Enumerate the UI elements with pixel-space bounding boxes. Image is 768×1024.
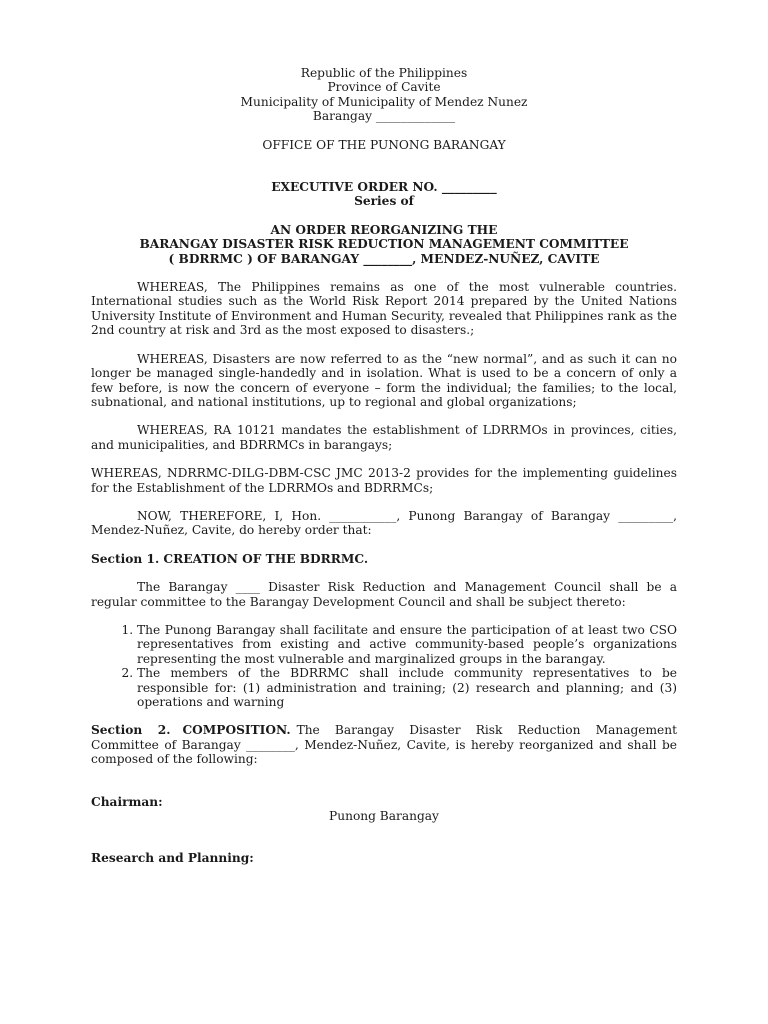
whereas-paragraph-1: WHEREAS, The Philippines remains as one of the most vulnerable countries. International studies such as the World Risk Report 2014 prepared by the United Nations University Institute of Environment and Human Security, revealed that Philippines rank as the 2nd country at risk and 3rd as the most exposed to disasters.; <box>91 280 677 338</box>
section2-body: The Barangay Disaster Risk Reduction Management Committee of Barangay ________, Mendez-Nuñez, Cavite, is hereby reorganized and shall be composed of the following: <box>91 723 677 767</box>
chairman-label: Chairman: <box>91 794 163 809</box>
section2-label: Section 2. <box>91 723 171 738</box>
section1-list <box>91 623 677 709</box>
chairman-value: Punong Barangay <box>329 809 439 824</box>
header-barangay: Barangay _____________ <box>312 109 456 124</box>
list-item: 1. The Punong Barangay shall facilitate and ensure the participation of at least two CSO representatives from existing and active community-based people’s organizations representing the most vulnerable and marginalized groups in the barangay. <box>137 623 677 666</box>
section2-title: COMPOSITION. <box>182 723 291 738</box>
header-republic: Republic of the Philippines <box>300 66 468 80</box>
whereas-paragraph-2: WHEREAS, Disasters are now referred to as the “new normal”, and as such it can no longer be managed single-handedly and in isolation. What is used to be a concern of only a few before, is now the concern of everyone – form the individual; the families; to the local, subnational, and national institutions, up to regional and global organizations; <box>91 351 677 409</box>
whereas-paragraph-3: WHEREAS, RA 10121 mandates the establishment of LDRRMOs in provinces, cities, and municipalities, and BDRRMCs in barangays; <box>91 423 677 452</box>
header-province: Province of Cavite <box>327 80 441 95</box>
whereas-paragraph-4: WHEREAS, NDRRMC-DILG-DBM-CSC JMC 2013-2 provides for the implementing guidelines for the Establishment of the LDRRMOs and BDRRMCs; <box>91 466 677 495</box>
order-title-line2: BARANGAY DISASTER RISK REDUCTION MANAGEMENT COMMITTEE <box>139 237 629 252</box>
research-planning-label: Research and Planning: <box>91 851 254 866</box>
order-title-line3: ( BDRRMC ) OF BARANGAY ________, MENDEZ-NUÑEZ, CAVITE <box>168 251 600 266</box>
header-municipality: Municipality of Municipality of Mendez Nunez <box>240 94 528 109</box>
section1-heading: Section 1. CREATION OF THE BDRRMC. <box>91 551 369 566</box>
executive-order-number: EXECUTIVE ORDER NO. _________ <box>271 180 497 195</box>
now-therefore-paragraph: NOW, THEREFORE, I, Hon. ___________, Punong Barangay of Barangay _________, Mendez-Nuñez, Cavite, do hereby order that: <box>91 508 677 538</box>
section2-paragraph <box>91 723 677 766</box>
office-heading: OFFICE OF THE PUNONG BARANGAY <box>262 137 506 152</box>
list-item: 2. The members of the BDRRMC shall include community representatives to be responsible for: (1) administration and training; (2) research and planning; and (3) operations and warning <box>137 666 677 709</box>
executive-order-series: Series of <box>354 194 414 209</box>
section1-body: The Barangay ____ Disaster Risk Reduction and Management Council shall be a regular committee to the Barangay Development Council and shall be subject thereto: <box>91 580 677 609</box>
order-title-line1: AN ORDER REORGANIZING THE <box>270 222 498 237</box>
document-content <box>91 66 677 866</box>
